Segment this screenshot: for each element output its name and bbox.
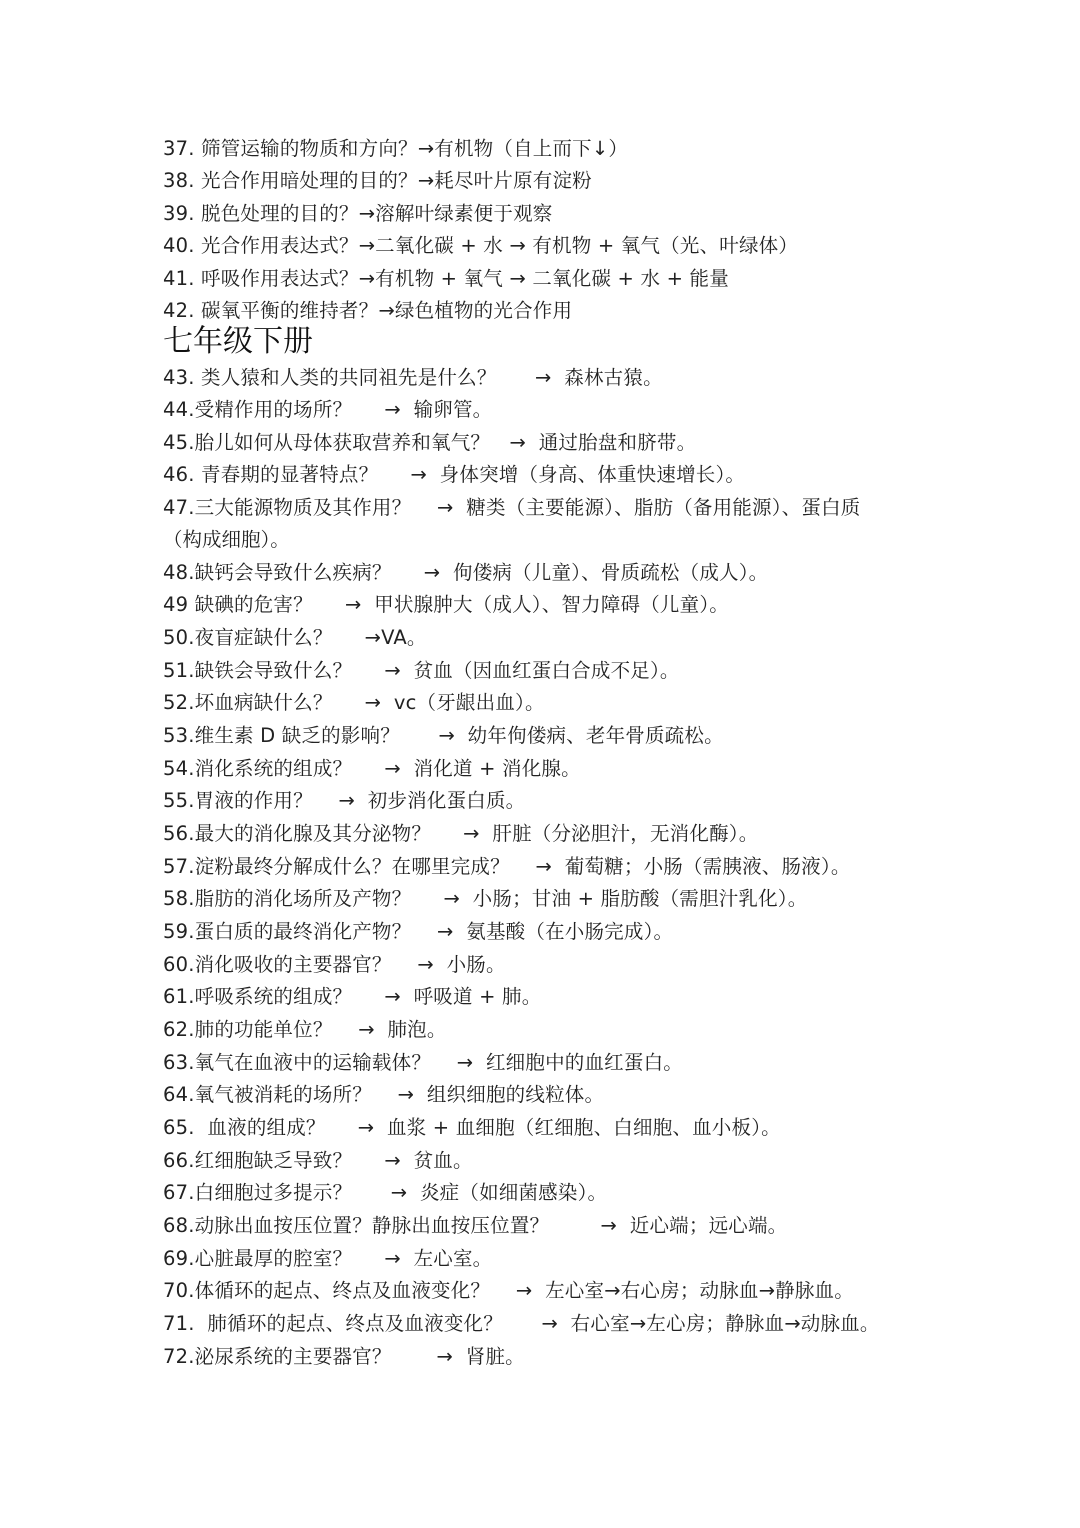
arrow-icon: → (352, 1247, 414, 1270)
item-number: 55. (163, 789, 195, 812)
question-text: 碳氧平衡的维持者？ (201, 299, 379, 322)
qa-item-44 (163, 395, 492, 425)
qa-item-70 (163, 1276, 854, 1306)
item-number: 37. (163, 137, 202, 160)
question-text: 光合作用表达式？ (201, 234, 359, 257)
arrow-icon: → (490, 1279, 546, 1302)
arrow-icon: → (431, 1051, 486, 1074)
qa-item-45 (163, 428, 696, 458)
arrow-icon: → (431, 822, 493, 845)
item-number: 38. (163, 169, 202, 192)
answer-text: 森林古猿。 (564, 366, 663, 389)
item-number: 69. (163, 1247, 195, 1270)
item-number: 54. (163, 757, 195, 780)
question-text: 类人猿和人类的共同祖先是什么？ (201, 366, 497, 389)
arrow-icon: → (411, 496, 467, 519)
qa-item-49 (163, 590, 729, 620)
question-text: 氧气在血液中的运输载体？ (194, 1051, 432, 1074)
qa-item-72 (163, 1342, 525, 1372)
qa-item-71 (163, 1309, 880, 1339)
answer-text: 肝脏（分泌胆汁，无消化酶）。 (492, 822, 759, 845)
item-number: 70. (163, 1279, 195, 1302)
arrow-icon: → (391, 561, 453, 584)
qa-item-65 (163, 1113, 781, 1143)
section-heading: 七年级下册 (163, 324, 313, 359)
question-text: 最大的消化腺及其分泌物？ (194, 822, 432, 845)
answer-text: 左心室→右心房；动脉血→静脉血。 (545, 1279, 854, 1302)
arrow-icon: → (352, 1149, 414, 1172)
question-text: 脂肪的消化场所及产物？ (194, 887, 412, 910)
arrow-icon: → (325, 1116, 387, 1139)
answer-text: 血浆 + 血细胞（红细胞、白细胞、血小板）。 (386, 1116, 781, 1139)
qa-item-41 (163, 264, 729, 294)
answer-text: 溶解叶绿素便于观察 (375, 202, 553, 225)
item-number: 46. (163, 463, 202, 486)
item-number: 62. (163, 1018, 195, 1041)
arrow-icon: → (509, 855, 565, 878)
answer-text: 氨基酸（在小肠完成）。 (466, 920, 674, 943)
question-text: 维生素 D 缺乏的影响？ (194, 724, 400, 747)
item-number: 48. (163, 561, 195, 584)
qa-item-63 (163, 1048, 683, 1078)
question-text: 缺钙会导致什么疾病？ (194, 561, 392, 584)
question-text: 青春期的显著特点？ (201, 463, 379, 486)
question-text: 血液的组成？ (207, 1116, 326, 1139)
question-text: 氧气被消耗的场所？ (194, 1083, 372, 1106)
arrow-icon: → (352, 757, 414, 780)
item-number: 57. (163, 855, 195, 878)
question-text: 三大能源物质及其作用？ (194, 496, 412, 519)
arrow-icon: → (332, 626, 382, 649)
arrow-icon: → (496, 366, 565, 389)
arrow-icon: → (549, 1214, 630, 1237)
answer-text: 组织细胞的线粒体。 (426, 1083, 605, 1106)
question-text: 受精作用的场所？ (194, 398, 353, 421)
qa-item-66 (163, 1146, 473, 1176)
question-text: 红细胞缺乏导致？ (194, 1149, 353, 1172)
item-number: 49 (163, 593, 195, 616)
item-number: 67. (163, 1181, 195, 1204)
arrow-icon: → (391, 1345, 466, 1368)
item-number: 47. (163, 496, 195, 519)
qa-item-50 (163, 623, 427, 653)
arrow-icon: → (411, 887, 473, 910)
question-text: 动脉出血按压位置？静脉出血按压位置？ (194, 1214, 550, 1237)
qa-item-46 (163, 460, 745, 490)
arrow-icon: → (352, 398, 414, 421)
qa-item-51 (163, 656, 680, 686)
qa-item-57 (163, 852, 851, 882)
qa-item-55 (163, 786, 525, 816)
answer-text: 二氧化碳 + 水 → 有机物 + 氧气（光、叶绿体） (375, 234, 799, 257)
arrow-icon: → (332, 1018, 388, 1041)
item-number: 44. (163, 398, 195, 421)
item-number: 72. (163, 1345, 195, 1368)
question-text: 缺碘的危害？ (194, 593, 313, 616)
item-number: 53. (163, 724, 195, 747)
answer-text: 贫血。 (413, 1149, 473, 1172)
qa-item-52 (163, 688, 545, 718)
item-number: 52. (163, 691, 195, 714)
item-number: 60. (163, 953, 195, 976)
item-number: 71. (163, 1312, 208, 1335)
item-number: 51. (163, 659, 195, 682)
question-text: 光合作用暗处理的目的？ (201, 169, 418, 192)
qa-item-53 (163, 721, 724, 751)
item-number: 68. (163, 1214, 195, 1237)
qa-item-38 (163, 166, 592, 196)
arrow-icon: → (417, 169, 435, 192)
qa-item-58 (163, 884, 807, 914)
question-text: 泌尿系统的主要器官？ (194, 1345, 392, 1368)
question-text: 呼吸系统的组成？ (194, 985, 353, 1008)
answer-text: 初步消化蛋白质。 (367, 789, 526, 812)
item-number: 42. (163, 299, 202, 322)
qa-item-54 (163, 754, 581, 784)
question-text: 体循环的起点、终点及血液变化？ (194, 1279, 491, 1302)
arrow-icon: → (358, 202, 376, 225)
item-number: 40. (163, 234, 202, 257)
arrow-icon: → (312, 593, 375, 616)
arrow-icon: → (352, 659, 414, 682)
answer-text: 有机物 + 氧气 → 二氧化碳 + 水 + 能量 (375, 267, 729, 290)
item-number: 41. (163, 267, 202, 290)
qa-item-48 (163, 558, 768, 588)
qa-item-43 (163, 363, 663, 393)
qa-item-60 (163, 950, 506, 980)
question-text: 心脏最厚的腔室？ (194, 1247, 353, 1270)
arrow-icon: → (411, 920, 467, 943)
answer-text: 呼吸道 + 肺。 (413, 985, 542, 1008)
answer-text: 佝偻病（儿童）、骨质疏松（成人）。 (452, 561, 769, 584)
arrow-icon: → (312, 789, 368, 812)
qa-item-39 (163, 199, 552, 229)
question-text: 夜盲症缺什么？ (194, 626, 333, 649)
question-text: 消化吸收的主要器官？ (194, 953, 392, 976)
answer-text: 左心室。 (413, 1247, 493, 1270)
arrow-icon: → (358, 267, 376, 290)
answer-text: VA。 (381, 626, 427, 649)
arrow-icon: → (378, 299, 395, 322)
item-number: 50. (163, 626, 195, 649)
question-text: 白细胞过多提示？ (194, 1181, 353, 1204)
answer-text: 幼年佝偻病、老年骨质疏松。 (467, 724, 724, 747)
arrow-icon: → (417, 137, 435, 160)
answer-text: 甲状腺肿大（成人）、智力障碍（儿童）。 (374, 593, 729, 616)
qa-item-37 (163, 134, 628, 164)
qa-item-68 (163, 1211, 787, 1241)
qa-item-67 (163, 1178, 607, 1208)
answer-text: 有机物（自上而下↓） (434, 137, 629, 160)
question-text: 坏血病缺什么？ (194, 691, 333, 714)
arrow-icon: → (391, 953, 447, 976)
answer-text: 绿色植物的光合作用 (394, 299, 573, 322)
answer-text: 消化道 + 消化腺。 (413, 757, 581, 780)
arrow-icon: → (490, 431, 539, 454)
item-number: 66. (163, 1149, 195, 1172)
answer-text: vc（牙龈出血）。 (393, 691, 545, 714)
item-number: 61. (163, 985, 195, 1008)
answer-text: 肾脏。 (465, 1345, 525, 1368)
question-text: 筛管运输的物质和方向？ (201, 137, 418, 160)
arrow-icon: → (358, 234, 376, 257)
answer-text: 肺泡。 (387, 1018, 447, 1041)
answer-text: 红细胞中的血红蛋白。 (485, 1051, 683, 1074)
qa-item-40 (163, 231, 798, 261)
item-number: 39. (163, 202, 202, 225)
question-text: 肺的功能单位？ (194, 1018, 333, 1041)
answer-text: 葡萄糖；小肠（需胰液、肠液）。 (564, 855, 851, 878)
arrow-icon: → (502, 1312, 571, 1335)
item-number: 63. (163, 1051, 195, 1074)
answer-text: 贫血（因血红蛋白合成不足）。 (413, 659, 680, 682)
arrow-icon: → (371, 1083, 427, 1106)
question-text: 胃液的作用？ (194, 789, 313, 812)
item-number: 45. (163, 431, 195, 454)
arrow-icon: → (332, 691, 394, 714)
question-text: 缺铁会导致什么？ (194, 659, 353, 682)
item-number: 56. (163, 822, 195, 845)
qa-item-69 (163, 1244, 492, 1274)
item-number: 43. (163, 366, 202, 389)
answer-text: 糖类（主要能源）、脂肪（备用能源）、蛋白质 (466, 496, 861, 519)
answer-text: 输卵管。 (413, 398, 493, 421)
arrow-icon: → (378, 463, 440, 486)
answer-text: 炎症（如细菌感染）。 (419, 1181, 608, 1204)
answer-text: 小肠；甘油 + 脂肪酸（需胆汁乳化）。 (472, 887, 808, 910)
question-text: 蛋白质的最终消化产物？ (194, 920, 412, 943)
qa-item-47-continuation: （构成细胞）。 (163, 528, 290, 551)
item-number: 59. (163, 920, 195, 943)
arrow-icon: → (352, 985, 414, 1008)
arrow-icon: → (399, 724, 468, 747)
item-number: 65. (163, 1116, 208, 1139)
qa-item-47 (163, 493, 860, 523)
qa-item-62 (163, 1015, 447, 1045)
item-number: 58. (163, 887, 195, 910)
qa-item-56 (163, 819, 758, 849)
answer-text: 近心端；远心端。 (629, 1214, 788, 1237)
answer-text: 通过胎盘和脐带。 (538, 431, 697, 454)
arrow-icon: → (352, 1181, 420, 1204)
answer-text: 右心室→左心房；静脉血→动脉血。 (570, 1312, 880, 1335)
answer-text: 小肠。 (446, 953, 506, 976)
question-text: 肺循环的起点、终点及血液变化？ (207, 1312, 503, 1335)
qa-item-64 (163, 1080, 604, 1110)
question-text: 消化系统的组成？ (194, 757, 353, 780)
qa-item-59 (163, 917, 673, 947)
question-text: 呼吸作用表达式？ (201, 267, 359, 290)
item-number: 64. (163, 1083, 195, 1106)
answer-text: 耗尽叶片原有淀粉 (434, 169, 592, 192)
question-text: 淀粉最终分解成什么？在哪里完成？ (194, 855, 510, 878)
question-text: 脱色处理的目的？ (201, 202, 359, 225)
question-text: 胎儿如何从母体获取营养和氧气？ (194, 431, 491, 454)
qa-item-61 (163, 982, 541, 1012)
answer-text: 身体突增（身高、体重快速增长）。 (439, 463, 746, 486)
